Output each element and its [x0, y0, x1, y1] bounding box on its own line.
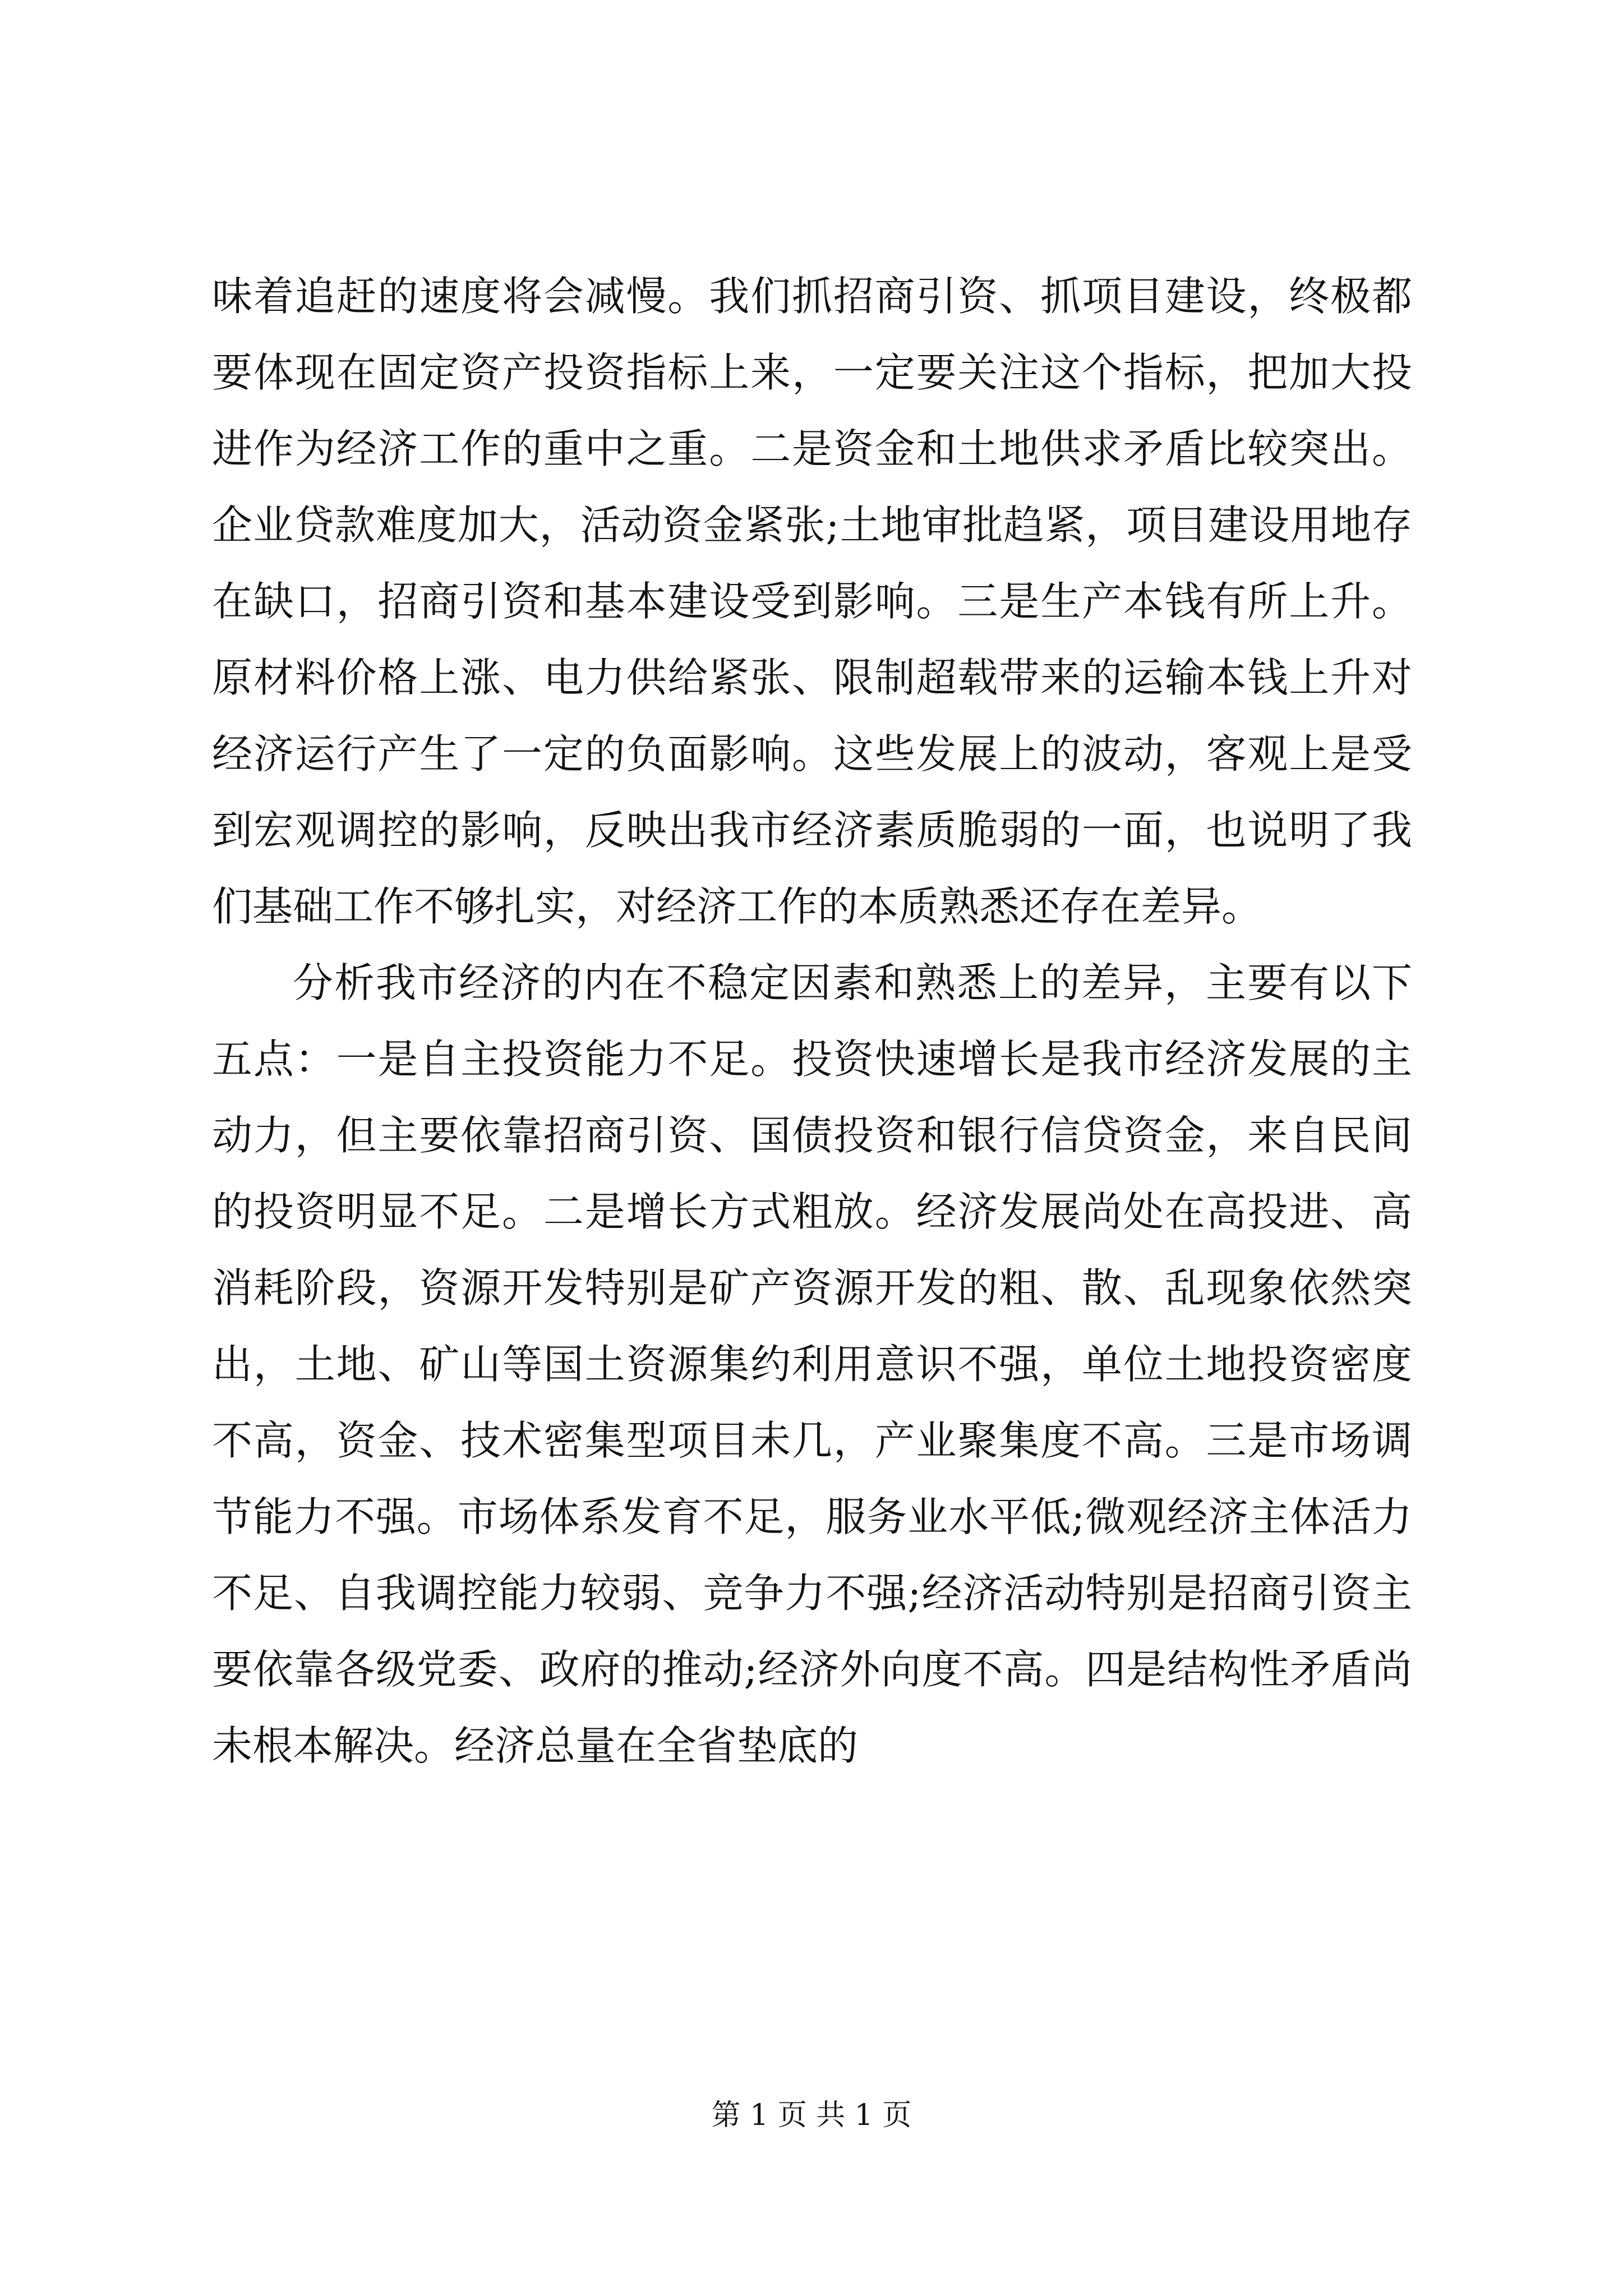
- document-body: [212, 258, 1412, 1784]
- page-footer: 第 1 页 共 1 页: [711, 2099, 912, 2132]
- paragraph-2: 分析我市经济的内在不稳定因素和熟悉上的差异，主要有以下五点：一是自主投资能力不足。投资快速增长是我市经济发展的主动力，但主要依靠招商引资、国债投资和银行信贷资金，来自民间的投资明显不足。二是增长方式粗放。经济发展尚处在高投进、高消耗阶段，资源开发特别是矿产资源开发的粗、散、乱现象依然突出，土地、矿山等国土资源集约利用意识不强，单位土地投资密度不高，资金、技术密集型项目未几，产业聚集度不高。三是市场调节能力不强。市场体系发育不足，服务业水平低;微观经济主体活力不足、自我调控能力较弱、竞争力不强;经济活动特别是招商引资主要依靠各级党委、政府的推动;经济外向度不高。四是结构性矛盾尚未根本解决。经济总量在全省垫底的: [212, 959, 1412, 1769]
- paragraph-1: 味着追赶的速度将会减慢。我们抓招商引资、抓项目建设，终极都要体现在固定资产投资指标上来，一定要关注这个指标，把加大投进作为经济工作的重中之重。二是资金和土地供求矛盾比较突出。企业贷款难度加大，活动资金紧张;土地审批趋紧，项目建设用地存在缺口，招商引资和基本建设受到影响。三是生产本钱有所上升。原材料价格上涨、电力供给紧张、限制超载带来的运输本钱上升对经济运行产生了一定的负面影响。这些发展上的波动，客观上是受到宏观调控的影响，反映出我市经济素质脆弱的一面，也说明了我们基础工作不够扎实，对经济工作的本质熟悉还存在差异。: [212, 273, 1412, 930]
